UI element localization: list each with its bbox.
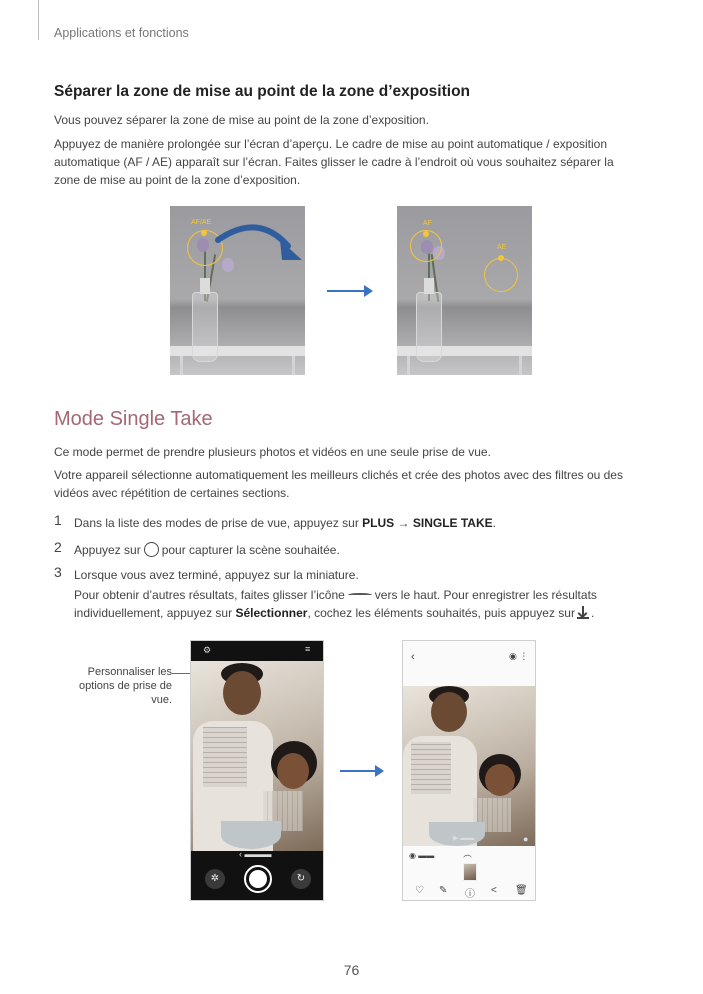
single-take-label: SINGLE TAKE <box>412 516 493 530</box>
delete-icon[interactable]: 🗑 <box>515 885 528 896</box>
ae-label: AE <box>497 244 507 251</box>
select-label: Sélectionner <box>235 606 308 620</box>
section-heading-focus-exposure: Séparer la zone de mise au point de la zone d’exposition <box>54 83 471 100</box>
father-face <box>431 692 467 732</box>
swipe-handle-icon <box>348 593 372 597</box>
shutter-button-icon <box>144 542 159 557</box>
camera-screen <box>190 640 324 901</box>
more-options-icon[interactable]: ◉ ⋮ <box>509 651 529 661</box>
section-heading-single-take: Mode Single Take <box>54 408 213 430</box>
table-leg <box>292 356 295 375</box>
info-icon[interactable]: ⓘ <box>465 889 475 900</box>
share-icon[interactable]: < <box>491 885 497 896</box>
af-dot <box>423 231 429 237</box>
step-2-text <box>74 541 654 559</box>
single-take-desc-line-2: vidéos avec répétition de certaines sections. <box>54 486 290 500</box>
menu-icon[interactable]: ≡ <box>305 644 311 654</box>
father-apron <box>411 742 451 794</box>
instruction-line-2: automatique (AF / AE) apparaît sur l’écran. Faites glisser le cadre à l’endroit où vous souhaitez séparer la <box>54 155 614 169</box>
step-1-text <box>74 514 654 532</box>
step-2-post: pour capturer la scène souhaitée. <box>161 543 340 557</box>
camera-preview[interactable] <box>191 661 324 851</box>
step-1-post: . <box>492 516 496 530</box>
effects-button[interactable]: ✲ <box>205 869 225 889</box>
download-icon <box>577 606 589 619</box>
arrow-glyph: → <box>394 516 413 530</box>
single-take-badge-icon: ◉ ▬▬ <box>409 851 435 860</box>
swipe-handle-icon[interactable]: ︵ <box>463 849 473 859</box>
shutter-inner <box>249 870 267 888</box>
step-3-line-2 <box>74 586 654 604</box>
table-leg <box>407 356 410 375</box>
child-face <box>485 764 515 796</box>
camera-top-bar <box>191 641 323 661</box>
table-top <box>170 346 305 356</box>
step-3-l2-post: vers le haut. Pour enregistrer les résultats <box>374 588 597 602</box>
step-1-pre: Dans la liste des modes de prise de vue, appuyez sur <box>74 516 363 530</box>
drag-arrow-icon <box>210 218 305 268</box>
play-badge-icon[interactable]: ▶ ▬▬ <box>453 835 475 842</box>
instruction-line-3: zone de mise au point de la zone d’exposition. <box>54 173 301 187</box>
shutter-button[interactable] <box>244 865 272 893</box>
settings-icon[interactable]: ⚙ <box>203 645 212 655</box>
mode-indicator-icon: ‹ ▬▬▬ <box>239 849 272 859</box>
header-rule <box>38 0 39 40</box>
single-take-desc-line-1: Votre appareil sélectionne automatiquement les meilleurs clichés et crée des photos avec des filtres ou des <box>54 468 623 482</box>
step-3-l3-post: , cochez les éléments souhaités, puis appuyez sur <box>307 606 575 620</box>
favorite-icon[interactable]: ♡ <box>415 885 424 896</box>
camera-bottom-bar <box>191 851 323 901</box>
father-apron <box>203 727 247 787</box>
step-3-l3-pre: individuellement, appuyez sur <box>74 606 236 620</box>
ae-dot <box>498 255 504 261</box>
step-3-line-3 <box>74 604 654 622</box>
father-face <box>223 671 261 715</box>
ae-frame[interactable] <box>484 258 518 292</box>
switch-camera-button[interactable]: ↻ <box>291 869 311 889</box>
back-icon[interactable]: ‹ <box>411 651 415 663</box>
single-take-intro: Ce mode permet de prendre plusieurs photos et vidéos en une seule prise de vue. <box>54 445 491 459</box>
vase <box>192 292 218 362</box>
expand-icon[interactable]: ● <box>523 834 529 844</box>
result-photo[interactable] <box>403 686 536 846</box>
gallery-screen <box>402 640 536 901</box>
step-3-line-1: Lorsque vous avez terminé, appuyez sur la miniature. <box>74 568 359 582</box>
af-ae-label: AF/AE <box>191 219 212 226</box>
af-label: AF <box>423 220 432 227</box>
step-2-pre: Appuyez sur <box>74 543 141 557</box>
intro-paragraph: Vous pouvez séparer la zone de mise au point de la zone d’exposition. <box>54 113 429 127</box>
preview-image-after <box>397 206 532 375</box>
step-number: 2 <box>54 539 62 555</box>
preview-image-before <box>170 206 305 375</box>
table-leg <box>519 356 522 375</box>
plus-label: PLUS <box>362 516 395 530</box>
vase <box>416 292 442 362</box>
step-3-l3-end: . <box>590 606 595 620</box>
transition-arrow-icon <box>327 290 371 292</box>
step-3-l2-pre: Pour obtenir d’autres résultats, faites glisser l’icône <box>74 588 345 602</box>
page-number: 76 <box>343 962 360 978</box>
step-number: 1 <box>54 512 62 528</box>
mixing-bowl <box>221 821 281 849</box>
edit-icon[interactable]: ✎ <box>439 885 448 896</box>
child-face <box>277 753 309 789</box>
instruction-line-1: Appuyez de manière prolongée sur l’écran d’aperçu. Le cadre de mise au point automatique / exposition <box>54 137 608 151</box>
running-header: Applications et fonctions <box>54 26 189 40</box>
step-number: 3 <box>54 564 62 580</box>
table-leg <box>180 356 183 375</box>
callout-customize-options: Personnaliser les options de prise de vue. <box>79 666 172 706</box>
result-thumbnail[interactable] <box>463 863 477 881</box>
transition-arrow-icon <box>340 770 382 772</box>
af-ae-dot <box>201 230 207 236</box>
